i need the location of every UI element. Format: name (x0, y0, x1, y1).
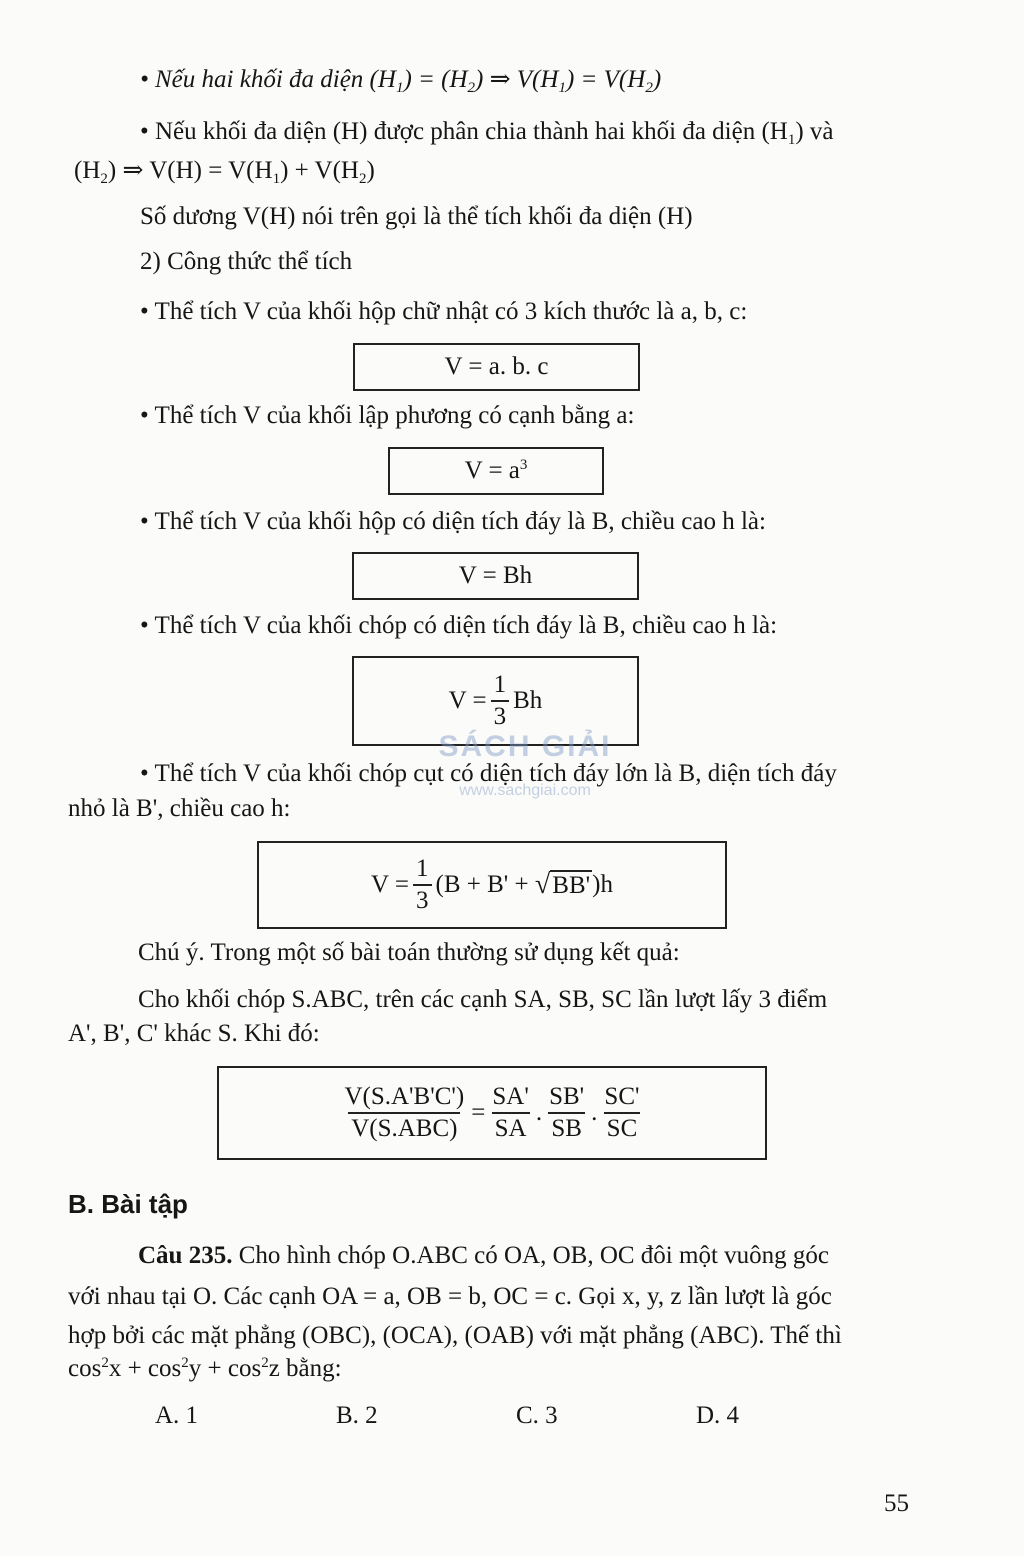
sub: 1 (395, 80, 404, 96)
denominator: 3 (413, 884, 432, 916)
question-line-4 (68, 1353, 342, 1385)
text: = (471, 1099, 486, 1126)
text: . (591, 1099, 598, 1126)
rule-equal-volume (140, 64, 661, 96)
text: ) = (H (403, 66, 468, 93)
sub: 1 (787, 132, 796, 148)
answer-option-d: D. 4 (696, 1402, 740, 1429)
answer-option-c: C. 3 (516, 1402, 558, 1429)
denominator: SA (492, 1112, 530, 1144)
sub: 2 (467, 80, 476, 96)
numerator: SB' (549, 1083, 585, 1110)
text: V = (448, 687, 487, 714)
fraction (341, 1082, 467, 1144)
text: Cho hình chóp O.ABC có OA, OB, OC đôi một vuông góc (232, 1242, 829, 1269)
formula-box-frustum (257, 841, 727, 929)
numerator: 1 (493, 671, 507, 698)
denominator: SC (604, 1112, 641, 1144)
text: ) ⇒ V(H) = V(H (107, 157, 273, 184)
definition-text: Số dương V(H) nói trên gọi là thể tích khối đa diện (H) (140, 203, 693, 230)
answer-option-a: A. 1 (155, 1402, 199, 1429)
formula-box-prism (352, 552, 639, 600)
text: ) + V(H (280, 157, 359, 184)
exp: 2 (101, 1355, 109, 1371)
bullet-box-volume: • Thể tích V của khối hộp chữ nhật có 3 kích thước là a, b, c: (140, 298, 748, 325)
sub: 2 (358, 171, 367, 187)
exp: 3 (519, 457, 528, 473)
formula: V = a. b. c (444, 353, 549, 380)
question-line-2: với nhau tại O. Các cạnh OA = a, OB = b, OC = c. Gọi x, y, z lần lượt là góc (68, 1283, 832, 1310)
text: V = (371, 871, 409, 898)
bullet-cube-volume: • Thể tích V của khối lập phương có cạnh bằng a: (140, 402, 635, 429)
text: (B + B' + (435, 871, 529, 898)
text: x + cos (108, 1355, 182, 1382)
text: Bh (513, 687, 543, 714)
radicand: BB' (552, 872, 591, 899)
numerator: SA' (492, 1083, 529, 1110)
numerator: 1 (416, 855, 429, 882)
numerator: V(S.A'B'C') (344, 1083, 465, 1110)
note-setup-1: Cho khối chóp S.ABC, trên các cạnh SA, SB, SC lần lượt lấy 3 điểm (138, 986, 828, 1013)
fraction (413, 854, 432, 916)
watermark-url: www.sachgiai.com (459, 782, 591, 799)
denominator: V(S.ABC) (348, 1112, 460, 1144)
sqrt (535, 870, 592, 900)
subsection-title: 2) Công thức thể tích (140, 248, 353, 275)
text: ) (652, 66, 662, 93)
note-setup-2: A', B', C' khác S. Khi đó: (68, 1020, 320, 1047)
exp: 2 (181, 1355, 189, 1371)
bullet-frustum-volume-2: nhỏ là B', chiều cao h: (68, 795, 291, 822)
text: . (535, 1099, 543, 1126)
sub: 1 (558, 80, 566, 96)
text: ) = V(H (565, 66, 646, 93)
fraction (491, 670, 510, 732)
text: ) và (795, 118, 834, 145)
question-label: Câu 235. (138, 1242, 233, 1269)
text: V = a (464, 457, 520, 484)
text: cos (68, 1355, 102, 1382)
formula-box-cuboid (353, 343, 640, 391)
sub: 2 (645, 80, 653, 96)
formula-box-ratio (217, 1066, 767, 1160)
bullet-frustum-volume-1: • Thể tích V của khối chóp cụt có diện tích đáy lớn là B, diện tích đáy (140, 760, 837, 787)
text: y + cos (188, 1355, 262, 1382)
numerator: SC' (604, 1083, 640, 1110)
sub: 2 (100, 171, 108, 187)
watermark-logo: SÁCH GIẢI (438, 730, 612, 763)
formula-box-cube (388, 447, 604, 495)
question-line-3: hợp bởi các mặt phẳng (OBC), (OCA), (OAB) với mặt phẳng (ABC). Thế thì (68, 1322, 842, 1349)
text: • Nếu khối đa diện (H) được phân chia thành hai khối đa diện (H (140, 118, 788, 145)
answer-option-b: B. 2 (336, 1402, 378, 1429)
text: (H (74, 157, 101, 184)
fraction (601, 1082, 642, 1144)
note-text: Chú ý. Trong một số bài toán thường sử dụng kết quả: (138, 939, 680, 966)
question-line-1 (138, 1240, 829, 1272)
fraction (489, 1082, 531, 1144)
exp: 2 (261, 1355, 269, 1371)
formula (465, 457, 528, 485)
text: z bằng: (268, 1355, 342, 1382)
sub: 1 (272, 171, 281, 187)
denominator: SB (548, 1112, 585, 1144)
rule-partition-line1 (140, 116, 834, 148)
formula: V = Bh (458, 562, 533, 589)
denominator: 3 (491, 700, 510, 732)
text: ) ⇒ V(H (475, 66, 559, 93)
fraction (546, 1082, 587, 1144)
text: • Nếu hai khối đa diện (H (140, 66, 396, 93)
radical-sign: √ (534, 869, 551, 900)
bullet-pyramid-volume: • Thể tích V của khối chóp có diện tích đáy là B, chiều cao h là: (140, 612, 778, 639)
section-title: B. Bài tập (68, 1189, 188, 1219)
text: ) (366, 157, 375, 184)
text: )h (592, 871, 613, 898)
watermark (425, 730, 625, 830)
rule-partition-line2 (74, 155, 375, 187)
bullet-prism-volume: • Thể tích V của khối hộp có diện tích đáy là B, chiều cao h là: (140, 508, 766, 535)
page-number: 55 (884, 1490, 909, 1517)
